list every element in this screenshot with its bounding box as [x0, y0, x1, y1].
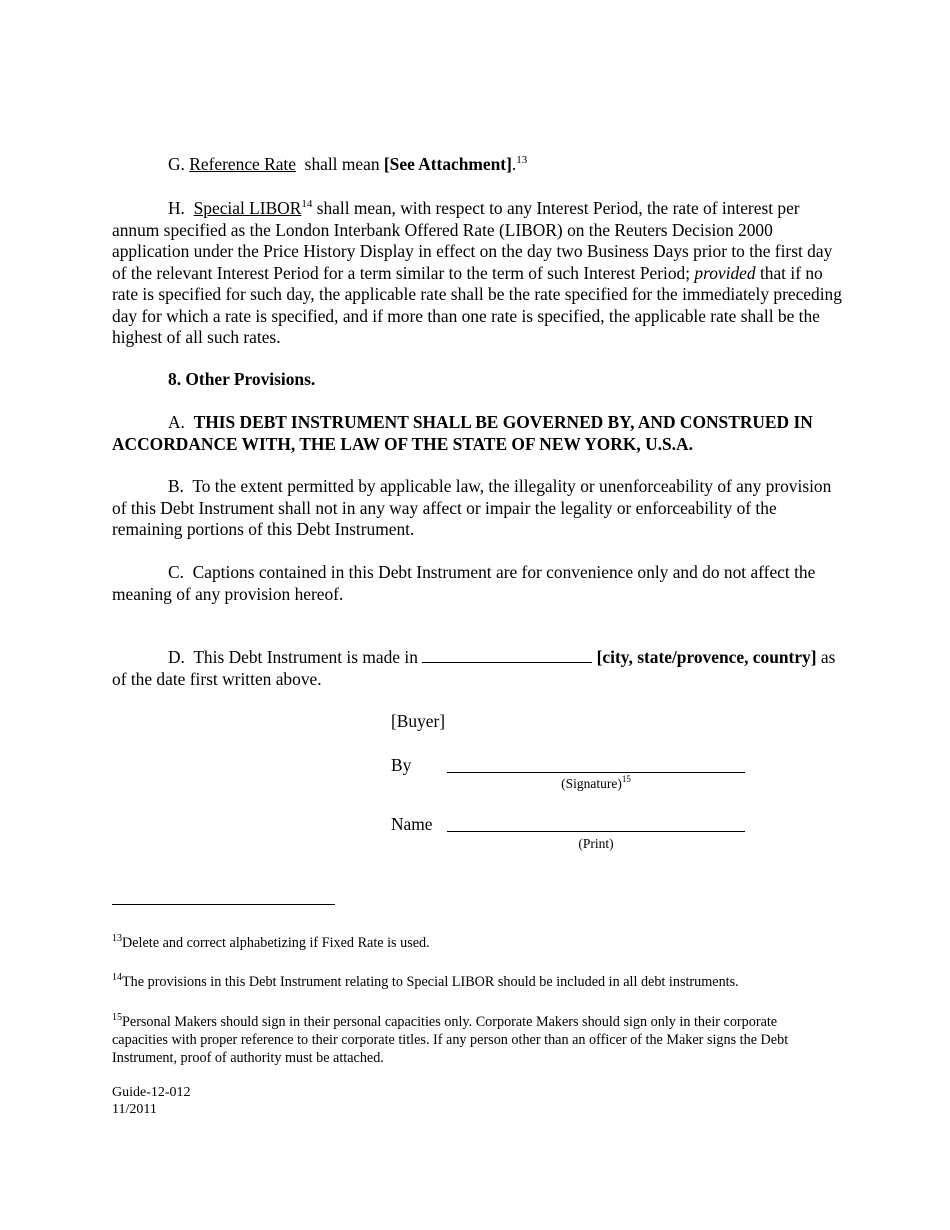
footnote-ref-13: 13	[516, 154, 528, 166]
provision-c	[112, 562, 844, 605]
provision-b-label: B.	[168, 476, 184, 496]
provision-d-placeholder: [city, state/provence, country]	[596, 647, 817, 667]
footer-form-id: Guide-12-012	[112, 1085, 191, 1100]
provision-d-text-1: This Debt Instrument is made in	[193, 647, 418, 667]
footnote-14	[112, 973, 834, 991]
signature-caption-text: (Signature)	[561, 776, 622, 791]
provision-a	[112, 412, 844, 455]
footnote-13-text: Delete and correct alphabetizing if Fixed Rate is used.	[122, 935, 430, 951]
signature-caption	[447, 776, 745, 792]
provision-d	[112, 647, 844, 690]
footnote-13	[112, 934, 834, 952]
provision-b-text: To the extent permitted by applicable law, the illegality or unenforceability of any provision of this Debt Instrument shall not in any way affect or impair the legality or enforceability of the remaining portions of this Debt Instrument.	[112, 476, 832, 539]
section-h-special-libor	[112, 198, 844, 349]
footnote-13-number: 13	[112, 933, 122, 944]
section-g-text: shall mean	[304, 154, 380, 174]
footer-date: 11/2011	[112, 1102, 157, 1117]
provision-b	[112, 476, 844, 541]
name-label: Name	[391, 814, 433, 834]
section-h-term: Special LIBOR	[193, 198, 302, 218]
section-h-label: H.	[168, 198, 185, 218]
section-g-reference-rate	[112, 154, 844, 176]
section-g-term: Reference Rate	[189, 154, 296, 174]
provision-c-label: C.	[168, 562, 184, 582]
signature-line[interactable]	[447, 772, 745, 773]
footnote-15-number: 15	[112, 1012, 122, 1023]
provision-a-text: THIS DEBT INSTRUMENT SHALL BE GOVERNED BY, AND CONSTRUED IN ACCORDANCE WITH, THE LAW OF THE STATE OF NEW YORK, U.S.A.	[112, 412, 813, 454]
footnote-14-number: 14	[112, 972, 122, 983]
provision-a-label: A.	[168, 412, 185, 432]
buyer-label: [Buyer]	[391, 711, 446, 731]
footnote-15-text: Personal Makers should sign in their personal capacities only. Corporate Makers should sign only in their corporate capacities with proper reference to their corporate titles. If any person other than an officer of the Maker signs the Debt Instrument, proof of authority must be attached.	[112, 1014, 789, 1066]
provision-d-label: D.	[168, 647, 185, 667]
footnote-14-text: The provisions in this Debt Instrument relating to Special LIBOR should be included in all debt instruments.	[122, 974, 739, 990]
print-caption: (Print)	[578, 836, 614, 851]
section-g-end: .	[511, 154, 517, 174]
section-8-heading: 8. Other Provisions.	[168, 369, 316, 389]
city-blank-line[interactable]	[422, 648, 592, 663]
section-h-text-1: shall mean, with respect to any Interest Period, the rate of interest per annum specified as the London Interbank Offered Rate (LIBOR) on the Reuters Decision 2000 application under the Price History Display in effect on the day two Business Days prior to the first day of the relevant Interest Period for a term similar to the term of such Interest Period;	[112, 198, 833, 283]
section-g-value: [See Attachment]	[383, 154, 512, 174]
footnote-ref-14: 14	[301, 198, 313, 210]
footnote-divider	[112, 904, 335, 905]
footnote-15	[112, 1013, 834, 1067]
provision-d-text-2: as of the date first written above.	[112, 647, 836, 689]
provision-c-text: Captions contained in this Debt Instrument are for convenience only and do not affect the meaning of any provision hereof.	[112, 562, 816, 604]
section-h-provided: provided	[694, 262, 756, 283]
section-h-text-2: that if no rate is specified for such day, the applicable rate shall be the rate specified for the immediately preceding day for which a rate is specified, and if more than one rate is specified, the applicable rate shall be the highest of all such rates.	[112, 262, 842, 347]
footnote-ref-15: 15	[621, 774, 631, 784]
section-g-label: G.	[168, 154, 185, 174]
print-name-line[interactable]	[447, 831, 745, 832]
by-label: By	[391, 755, 412, 775]
